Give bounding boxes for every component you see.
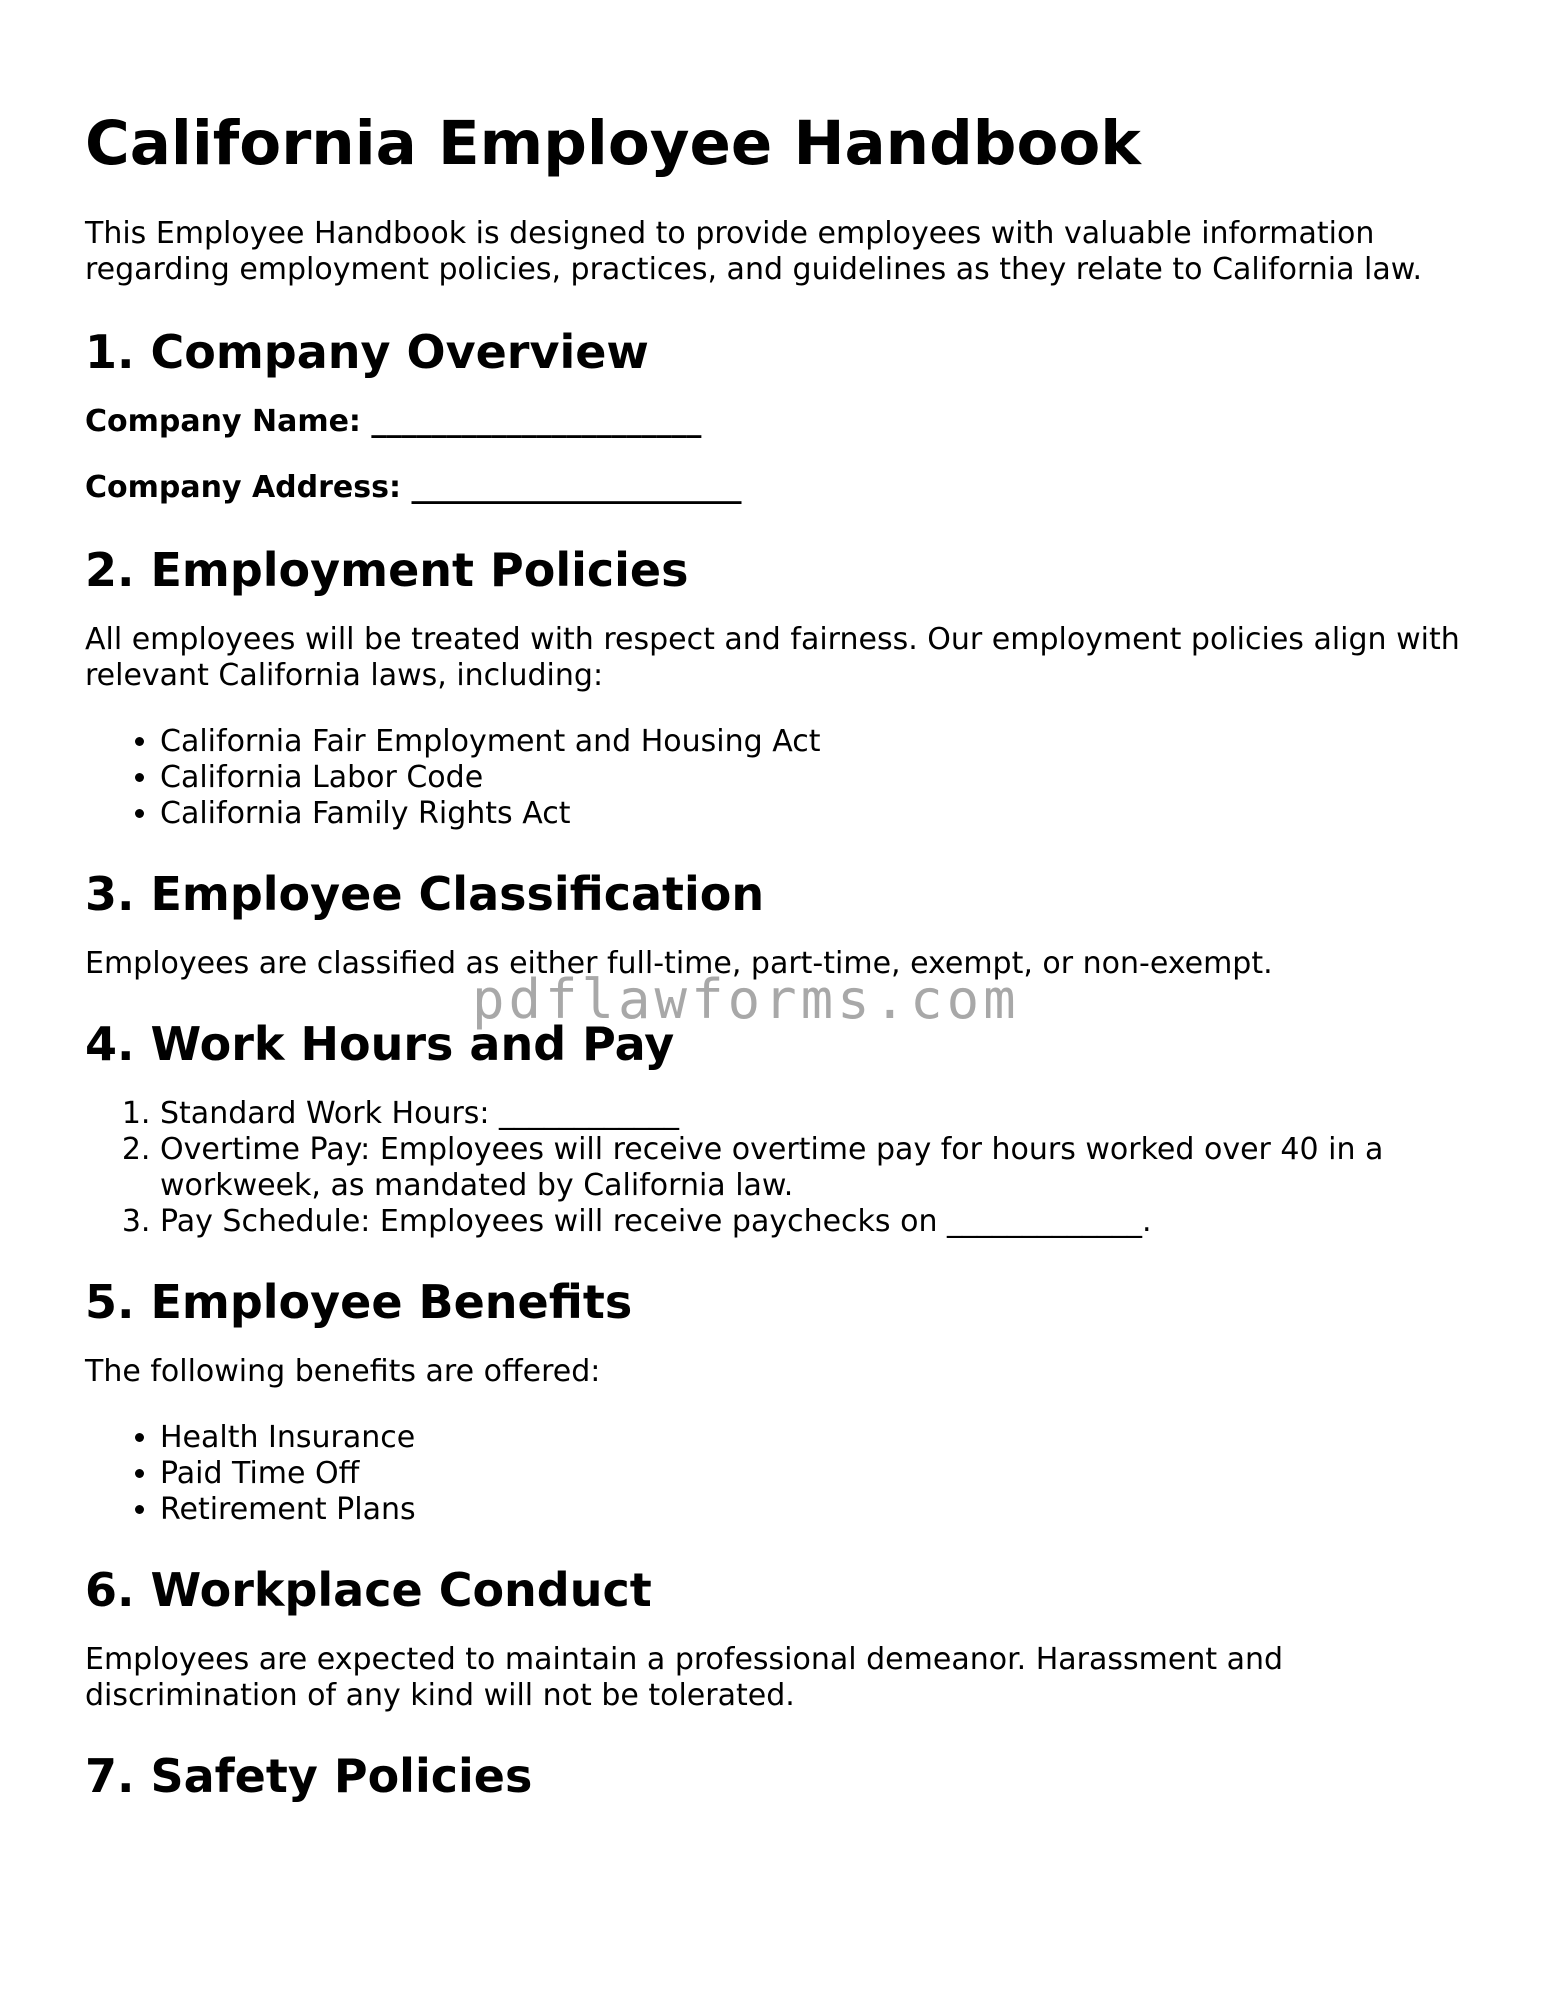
company-address-field <box>85 470 1465 506</box>
california-laws-list <box>85 724 1465 832</box>
list-item: 1. Standard Work Hours: ____________ <box>160 1096 1465 1132</box>
list-item: • Paid Time Off <box>160 1456 1465 1492</box>
company-name-field <box>85 404 1465 440</box>
list-item: • California Family Rights Act <box>160 796 1465 832</box>
workplace-conduct-text: Employees are expected to maintain a professional demeanor. Harassment and discrimination of any kind will not be tolerated. <box>85 1642 1284 1713</box>
benefits-list <box>85 1420 1465 1528</box>
section-employee-classification-heading: 3. Employee Classification <box>85 867 765 921</box>
list-item: 3. Pay Schedule: Employees will receive paychecks on _____________. <box>160 1204 1465 1240</box>
section-safety-policies-heading: 7. Safety Policies <box>85 1749 533 1803</box>
work-hours-list <box>85 1096 1465 1240</box>
company-address-label: Company Address: <box>85 470 401 505</box>
employment-policies-text: All employees will be treated with respect and fairness. Our employment policies align with relevant California laws, including: <box>85 622 1460 693</box>
list-item: • California Fair Employment and Housing Act <box>160 724 1465 760</box>
document-title: California Employee Handbook <box>85 108 1141 179</box>
section-employment-policies-heading: 2. Employment Policies <box>85 543 689 597</box>
section-employee-benefits-heading: 5. Employee Benefits <box>85 1275 633 1329</box>
list-item: • Health Insurance <box>160 1420 1465 1456</box>
list-item: 2. Overtime Pay: Employees will receive overtime pay for hours worked over 40 in a workweek, as mandated by California law. <box>160 1132 1465 1204</box>
section-work-hours-heading: 4. Work Hours and Pay <box>85 1017 675 1071</box>
intro-paragraph: This Employee Handbook is designed to provide employees with valuable information regarding employment policies, practices, and guidelines as they relate to California law. <box>85 216 1423 287</box>
employee-classification-text: Employees are classified as either full-time, part-time, exempt, or non-exempt. <box>85 946 1273 981</box>
company-address-blank: ______________________ <box>411 470 742 505</box>
section-workplace-conduct-heading: 6. Workplace Conduct <box>85 1563 652 1617</box>
list-item: • California Labor Code <box>160 760 1465 796</box>
company-name-blank: ______________________ <box>371 404 702 439</box>
watermark: pdflawforms.com <box>472 968 1020 1031</box>
employee-benefits-text: The following benefits are offered: <box>85 1354 601 1389</box>
company-name-label: Company Name: <box>85 404 361 439</box>
section-company-overview-heading: 1. Company Overview <box>85 325 649 379</box>
list-item: • Retirement Plans <box>160 1492 1465 1528</box>
